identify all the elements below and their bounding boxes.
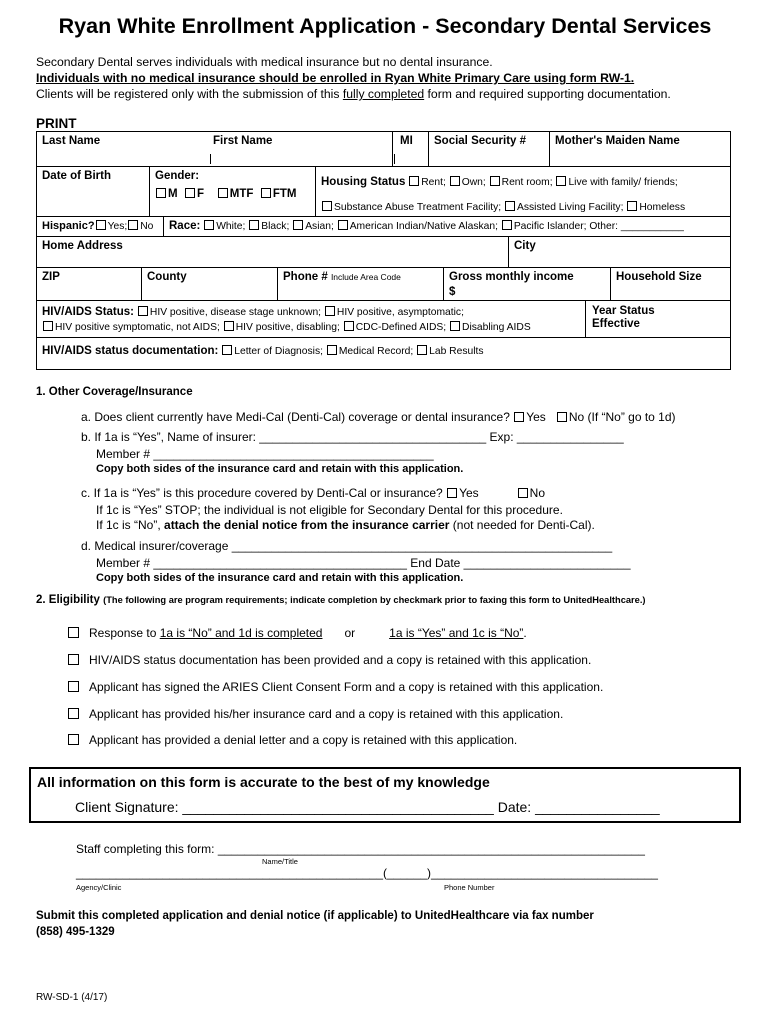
- question-1d[interactable]: d. Medical insurer/coverage _________________________________________________________: [81, 539, 613, 553]
- phone-note: Include Area Code: [330, 272, 401, 282]
- city-label: City: [514, 240, 536, 252]
- hiv-unknown-checkbox[interactable]: [138, 306, 148, 316]
- section-1-heading: 1. Other Coverage/Insurance: [36, 386, 193, 398]
- race-native-checkbox[interactable]: [338, 220, 348, 230]
- gender-f-label: F: [196, 188, 205, 200]
- elig-2-text: HIV/AIDS status documentation has been provided and a copy is retained with this application.: [89, 653, 592, 667]
- elig-1c: or: [344, 626, 356, 640]
- gender-ftm-label: FTM: [272, 188, 297, 200]
- home-address-label: Home Address: [42, 240, 123, 252]
- housing-assisted-label: Assisted Living Facility;: [517, 202, 624, 213]
- housing-status-row-1: [321, 176, 678, 188]
- gender-f-checkbox[interactable]: [185, 188, 195, 198]
- name-tick: [394, 154, 395, 164]
- medical-record-label: Medical Record;: [338, 346, 414, 357]
- maiden-name-label: Mother's Maiden Name: [555, 135, 680, 147]
- col-divider: [277, 267, 278, 300]
- phone-label: [283, 271, 401, 283]
- elig-3-text: Applicant has signed the ARIES Client Consent Form and a copy is retained with this application.: [89, 680, 604, 694]
- eligibility-checkbox-1[interactable]: [68, 627, 79, 638]
- col-divider: [508, 236, 509, 267]
- q1c-line3a: If 1c is “No”,: [96, 518, 165, 532]
- hiv-disabling-checkbox[interactable]: [224, 321, 234, 331]
- race-white-checkbox[interactable]: [204, 220, 214, 230]
- race-other-field[interactable]: Other: ___________: [589, 221, 684, 232]
- housing-substance-checkbox[interactable]: [322, 201, 332, 211]
- housing-own-label: Own;: [461, 177, 486, 188]
- col-divider: [141, 267, 142, 300]
- elig-5-text: Applicant has provided a denial letter and a copy is retained with this application.: [89, 733, 518, 747]
- section-2-note: (The following are program requirements; indicate completion by checkmark prior to faxing this form to UnitedHealthcare.): [103, 595, 646, 605]
- q1c-no-label: No: [529, 486, 545, 500]
- col-divider: [443, 267, 444, 300]
- q1a-no-checkbox[interactable]: [557, 412, 567, 422]
- hispanic-yes-checkbox[interactable]: [96, 220, 106, 230]
- hiv-status-label: HIV/AIDS Status:: [42, 306, 135, 318]
- housing-status-label: Housing Status: [321, 176, 406, 188]
- hispanic-no-checkbox[interactable]: [128, 220, 138, 230]
- intro-line-3a: Clients will be registered only with the submission of this: [36, 87, 343, 101]
- eligibility-item-1: [68, 626, 527, 640]
- intro-line-3c: form and required supporting documentation.: [424, 87, 671, 101]
- intro-line-3: [36, 87, 671, 101]
- hiv-symptomatic-checkbox[interactable]: [43, 321, 53, 331]
- housing-status-row-2: [321, 201, 685, 213]
- medical-record-checkbox[interactable]: [327, 345, 337, 355]
- page-title: Ryan White Enrollment Application - Secondary Dental Services: [58, 14, 712, 38]
- row-divider: [37, 337, 730, 338]
- hiv-symptomatic-label: HIV positive symptomatic, not AIDS;: [55, 322, 220, 333]
- staff-completing-line[interactable]: Staff completing this form: ________________________________________________________________: [76, 842, 645, 856]
- phone-label-text: Phone #: [283, 271, 328, 283]
- elig-1d: 1a is “Yes” and 1c is “No”: [389, 626, 524, 640]
- hiv-doc-row: [42, 345, 484, 357]
- housing-homeless-checkbox[interactable]: [627, 201, 637, 211]
- letter-diagnosis-checkbox[interactable]: [222, 345, 232, 355]
- eligibility-item-5: [68, 733, 517, 747]
- letter-diagnosis-label: Letter of Diagnosis;: [234, 346, 323, 357]
- hiv-asymptomatic-label: HIV positive, asymptomatic;: [336, 307, 464, 318]
- disabling-aids-label: Disabling AIDS: [462, 322, 531, 333]
- race-asian-checkbox[interactable]: [293, 220, 303, 230]
- col-divider: [163, 216, 164, 236]
- col-divider: [610, 267, 611, 300]
- intro-line-2: Individuals with no medical insurance should be enrolled in Ryan White Primary Care using form RW-1.: [36, 71, 635, 85]
- submit-instruction: Submit this completed application and denial notice (if applicable) to UnitedHealthcare via fax number: [36, 910, 594, 922]
- col-divider: [585, 300, 586, 337]
- eligibility-item-3: [68, 680, 603, 694]
- housing-rent-room-checkbox[interactable]: [490, 176, 500, 186]
- housing-own-checkbox[interactable]: [450, 176, 460, 186]
- race-white-label: White;: [216, 221, 246, 232]
- income-dollar: $: [449, 286, 456, 298]
- question-1a-text: a. Does client currently have Medi-Cal (Denti-Cal) coverage or dental insurance?: [81, 410, 510, 424]
- q1c-yes-checkbox[interactable]: [447, 488, 457, 498]
- race-black-checkbox[interactable]: [249, 220, 259, 230]
- hispanic-row: [42, 220, 153, 232]
- row-divider: [37, 300, 730, 301]
- elig-1b: 1a is “No” and 1d is completed: [159, 626, 323, 640]
- col-divider: [549, 132, 550, 166]
- year-status-label: Year Status: [592, 305, 655, 317]
- effective-label: Effective: [592, 318, 640, 330]
- row-divider: [37, 236, 730, 237]
- housing-homeless-label: Homeless: [639, 202, 686, 213]
- question-1d-member[interactable]: Member # ______________________________________ End Date _________________________: [96, 556, 631, 570]
- accuracy-statement: All information on this form is accurate to the best of my knowledge: [37, 774, 490, 790]
- elig-1e: .: [523, 626, 527, 640]
- race-asian-label: Asian;: [305, 221, 334, 232]
- mi-label: MI: [400, 135, 413, 147]
- intro-line-3b: fully completed: [342, 87, 425, 101]
- name-tick: [210, 154, 211, 164]
- question-1b[interactable]: b. If 1a is “Yes”, Name of insurer: __________________________________ Exp: ________________: [81, 430, 624, 444]
- last-name-label: Last Name: [42, 135, 101, 147]
- row-divider: [37, 216, 730, 217]
- disabling-aids-checkbox[interactable]: [450, 321, 460, 331]
- ssn-label: Social Security #: [434, 135, 527, 147]
- cdc-aids-label: CDC-Defined AIDS;: [355, 322, 447, 333]
- question-1b-member[interactable]: Member # __________________________________________: [96, 447, 434, 461]
- race-pacific-label: Pacific Islander;: [513, 221, 587, 232]
- hiv-status-row-1: [42, 306, 464, 318]
- first-name-label: First Name: [213, 135, 273, 147]
- housing-family-label: Live with family/ friends;: [568, 177, 678, 188]
- gender-label: Gender:: [155, 170, 200, 182]
- county-label: County: [147, 271, 187, 283]
- q1c-no-checkbox[interactable]: [518, 488, 528, 498]
- housing-rent-checkbox[interactable]: [409, 176, 419, 186]
- question-1c-text: c. If 1a is “Yes” is this procedure covered by Denti-Cal or insurance?: [81, 486, 443, 500]
- housing-substance-label: Substance Abuse Treatment Facility;: [334, 202, 502, 213]
- eligibility-item-2: [68, 653, 591, 667]
- q1c-line3c: (not needed for Denti-Cal).: [449, 518, 595, 532]
- q1c-line3b: attach the denial notice from the insurance carrier: [164, 518, 450, 532]
- client-signature-line[interactable]: Client Signature: ________________________________________ Date: ________________: [75, 799, 660, 815]
- elig-1a: Response to: [89, 626, 160, 640]
- copy-note-1: Copy both sides of the insurance card and retain with this application.: [96, 463, 464, 475]
- housing-assisted-checkbox[interactable]: [505, 201, 515, 211]
- race-black-label: Black;: [261, 221, 290, 232]
- copy-note-2: Copy both sides of the insurance card and retain with this application.: [96, 572, 464, 584]
- hispanic-yes-label: Yes;: [107, 221, 128, 232]
- q1a-no-label: No (If “No” go to 1d): [568, 410, 676, 424]
- elig-4-text: Applicant has provided his/her insurance card and a copy is retained with this application.: [89, 707, 564, 721]
- agency-caption: Agency/Clinic: [76, 883, 122, 892]
- hiv-asymptomatic-checkbox[interactable]: [325, 306, 335, 316]
- race-row: [169, 220, 684, 232]
- eligibility-checkbox-3[interactable]: [68, 681, 79, 692]
- gender-ftm-checkbox[interactable]: [261, 188, 271, 198]
- row-divider: [37, 166, 730, 167]
- housing-rent-room-label: Rent room;: [501, 177, 553, 188]
- eligibility-checkbox-4[interactable]: [68, 708, 79, 719]
- race-label: Race:: [169, 220, 201, 232]
- section-2-heading: [36, 594, 646, 606]
- hispanic-label: Hispanic?: [42, 220, 95, 232]
- print-label: PRINT: [36, 116, 77, 131]
- cdc-aids-checkbox[interactable]: [344, 321, 354, 331]
- q1c-yes-label: Yes: [459, 486, 479, 500]
- signature-box: [29, 767, 741, 823]
- race-native-label: American Indian/Native Alaskan;: [349, 221, 498, 232]
- hiv-doc-label: HIV/AIDS status documentation:: [42, 345, 219, 357]
- col-divider: [428, 132, 429, 166]
- q1a-yes-checkbox[interactable]: [514, 412, 524, 422]
- race-pacific-checkbox[interactable]: [502, 220, 512, 230]
- lab-results-label: Lab Results: [429, 346, 484, 357]
- hiv-disabling-label: HIV positive, disabling;: [235, 322, 340, 333]
- col-divider: [315, 166, 316, 216]
- eligibility-item-4: [68, 707, 563, 721]
- zip-label: ZIP: [42, 271, 60, 283]
- gender-m-label: M: [168, 188, 178, 200]
- household-size-label: Household Size: [616, 271, 702, 283]
- question-1a: [81, 410, 676, 424]
- eligibility-checkbox-5[interactable]: [68, 734, 79, 745]
- hiv-unknown-label: HIV positive, disease stage unknown;: [149, 307, 322, 318]
- hispanic-no-label: No: [140, 221, 154, 232]
- question-1c-line-3: [96, 518, 595, 532]
- agency-phone-line[interactable]: ______________________________________________(______)__________________________________: [76, 866, 658, 880]
- question-1c: [81, 486, 545, 500]
- dob-label: Date of Birth: [42, 170, 111, 182]
- eligibility-checkbox-2[interactable]: [68, 654, 79, 665]
- question-1c-line-2: If 1c is “Yes” STOP; the individual is not eligible for Secondary Dental for this procedure.: [96, 503, 563, 517]
- name-title-caption: Name/Title: [262, 857, 298, 866]
- intro-line-1: Secondary Dental serves individuals with medical insurance but no dental insurance.: [36, 55, 493, 69]
- client-info-table: [36, 131, 731, 370]
- gender-mtf-label: MTF: [229, 188, 254, 200]
- fax-number: (858) 495-1329: [36, 926, 115, 938]
- gender-m-checkbox[interactable]: [156, 188, 166, 198]
- phone-number-caption: Phone Number: [444, 883, 495, 892]
- housing-family-checkbox[interactable]: [556, 176, 566, 186]
- hiv-status-row-2: [42, 321, 531, 333]
- q1a-yes-label: Yes: [526, 410, 546, 424]
- housing-rent-label: Rent;: [421, 177, 446, 188]
- col-divider: [149, 166, 150, 216]
- form-id: RW-SD-1 (4/17): [36, 992, 108, 1003]
- col-divider: [392, 132, 393, 166]
- gender-mtf-checkbox[interactable]: [218, 188, 228, 198]
- gender-options: [155, 188, 296, 200]
- income-label: Gross monthly income: [449, 271, 574, 283]
- lab-results-checkbox[interactable]: [417, 345, 427, 355]
- section-2-title: 2. Eligibility: [36, 594, 100, 606]
